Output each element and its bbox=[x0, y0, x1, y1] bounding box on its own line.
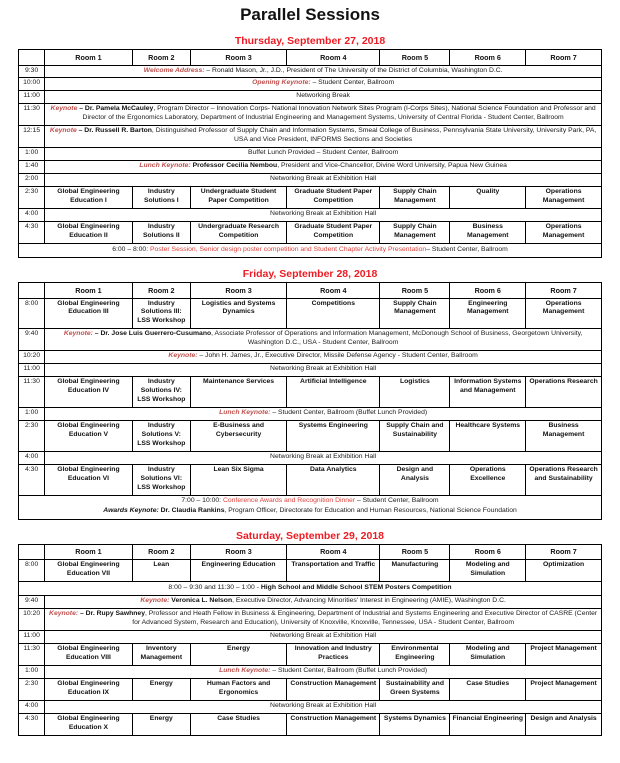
time-cell: 8:00 bbox=[19, 298, 45, 329]
schedule-row bbox=[19, 244, 602, 258]
session-cell: Global Engineering Education VI bbox=[45, 465, 132, 496]
schedule-row bbox=[19, 644, 602, 666]
room-header: Room 7 bbox=[526, 283, 602, 299]
time-cell: 10:00 bbox=[19, 78, 45, 91]
schedule-row bbox=[19, 421, 602, 452]
text-segment: Welcome Address: bbox=[143, 66, 207, 74]
text-segment: Veronica L. Nelson bbox=[171, 597, 233, 605]
session-cell: Supply Chain Management bbox=[380, 187, 450, 209]
schedule-row bbox=[19, 364, 602, 377]
text-segment: , Distinguished Professor of Supply Chain and Information Systems, Smeal College of Business, Pennsylvania State University, University Park, PA, USA and Vice President, INFORMS Sections and Societies bbox=[151, 127, 597, 144]
session-cell: Supply Chain Management bbox=[380, 222, 450, 244]
event-cell bbox=[45, 104, 602, 126]
text-segment: Lunch Keynote: bbox=[219, 667, 273, 675]
text-segment: Networking Break at Exhibition Hall bbox=[270, 210, 377, 218]
session-cell: Artificial Intelligence bbox=[287, 377, 380, 408]
session-cell: Industry Solutions V: LSS Workshop bbox=[132, 421, 190, 452]
event-cell bbox=[45, 161, 602, 174]
text-segment: , Program Officer, Directorate for Education and Human Resources, National Science Foundation bbox=[224, 507, 517, 515]
room-header: Room 5 bbox=[380, 544, 450, 560]
table-body bbox=[19, 560, 602, 736]
time-cell: 8:00 bbox=[19, 560, 45, 582]
room-header: Room 2 bbox=[132, 50, 190, 66]
footer-event-cell bbox=[19, 244, 602, 258]
session-cell: Project Management bbox=[526, 644, 602, 666]
session-cell: Innovation and Industry Practices bbox=[287, 644, 380, 666]
time-cell: 11:30 bbox=[19, 644, 45, 666]
schedule-row bbox=[19, 495, 602, 519]
session-cell: Industry Solutions III: LSS Workshop bbox=[132, 298, 190, 329]
session-cell: Global Engineering Education I bbox=[45, 187, 132, 209]
schedule-row bbox=[19, 91, 602, 104]
session-cell: Global Engineering Education IV bbox=[45, 377, 132, 408]
text-segment: Keynote: bbox=[168, 352, 200, 360]
time-cell: 9:40 bbox=[19, 596, 45, 609]
text-segment: Awards Keynote: bbox=[103, 507, 161, 515]
schedule-row bbox=[19, 666, 602, 679]
schedule-row bbox=[19, 65, 602, 78]
event-cell bbox=[45, 126, 602, 148]
session-cell: Information Systems and Management bbox=[450, 377, 526, 408]
time-column-corner bbox=[19, 283, 45, 299]
room-header: Room 2 bbox=[132, 283, 190, 299]
event-cell bbox=[45, 351, 602, 364]
session-cell: Global Engineering Education IX bbox=[45, 679, 132, 701]
time-column-corner bbox=[19, 544, 45, 560]
time-cell: 10:20 bbox=[19, 609, 45, 631]
event-cell bbox=[45, 666, 602, 679]
event-line bbox=[21, 507, 599, 517]
session-cell: Operations Excellence bbox=[450, 465, 526, 496]
time-cell: 11:00 bbox=[19, 364, 45, 377]
session-cell: Industry Solutions I bbox=[132, 187, 190, 209]
text-segment: Keynote bbox=[50, 105, 80, 113]
room-header: Room 1 bbox=[45, 283, 132, 299]
session-cell: Quality bbox=[450, 187, 526, 209]
session-cell: Undergraduate Student Paper Competition bbox=[190, 187, 286, 209]
session-cell: Modeling and Simulation bbox=[450, 644, 526, 666]
time-cell: 4:00 bbox=[19, 701, 45, 714]
footer-event-cell bbox=[19, 495, 602, 519]
text-segment: – Student Center, Ballroom (Buffet Lunch Provided) bbox=[272, 409, 428, 417]
event-cell bbox=[45, 148, 602, 161]
time-cell: 4:00 bbox=[19, 209, 45, 222]
session-cell: Project Management bbox=[526, 679, 602, 701]
time-cell: 11:00 bbox=[19, 91, 45, 104]
event-cell bbox=[45, 596, 602, 609]
event-cell bbox=[45, 631, 602, 644]
session-cell: Logistics bbox=[380, 377, 450, 408]
room-header: Room 5 bbox=[380, 50, 450, 66]
session-cell: Business Management bbox=[450, 222, 526, 244]
session-cell: Energy bbox=[132, 713, 190, 735]
schedule-row bbox=[19, 452, 602, 465]
session-cell: Global Engineering Education X bbox=[45, 713, 132, 735]
schedule-row bbox=[19, 222, 602, 244]
text-segment: , President and Vice-Chancellor, Divine Word University, Papua New Guinea bbox=[277, 162, 507, 170]
event-cell bbox=[45, 78, 602, 91]
session-cell: Operations Management bbox=[526, 298, 602, 329]
session-cell: Manufacturing bbox=[380, 560, 450, 582]
schedule-row bbox=[19, 713, 602, 735]
time-cell: 1:40 bbox=[19, 161, 45, 174]
time-cell: 12:15 bbox=[19, 126, 45, 148]
session-cell: Sustainability and Green Systems bbox=[380, 679, 450, 701]
session-cell: Global Engineering Education III bbox=[45, 298, 132, 329]
room-header: Room 4 bbox=[287, 544, 380, 560]
room-header: Room 1 bbox=[45, 544, 132, 560]
room-header: Room 3 bbox=[190, 50, 286, 66]
session-cell: Case Studies bbox=[190, 713, 286, 735]
text-segment: High School and Middle School STEM Posters Competition bbox=[260, 583, 452, 591]
saturday-schedule-table bbox=[18, 544, 602, 736]
day-heading-friday: Friday, September 28, 2018 bbox=[242, 268, 378, 280]
session-cell: Modeling and Simulation bbox=[450, 560, 526, 582]
session-cell: Competitions bbox=[287, 298, 380, 329]
session-cell: Data Analytics bbox=[287, 465, 380, 496]
time-cell: 11:30 bbox=[19, 377, 45, 408]
room-header: Room 4 bbox=[287, 50, 380, 66]
event-line bbox=[21, 497, 599, 507]
room-header: Room 6 bbox=[450, 544, 526, 560]
schedule-row bbox=[19, 187, 602, 209]
session-cell: Design and Analysis bbox=[380, 465, 450, 496]
session-cell: Optimization bbox=[526, 560, 602, 582]
session-cell: Engineering Management bbox=[450, 298, 526, 329]
room-header: Room 7 bbox=[526, 50, 602, 66]
session-cell: Engineering Education bbox=[190, 560, 286, 582]
table-head bbox=[19, 50, 602, 66]
room-header: Room 3 bbox=[190, 544, 286, 560]
text-segment: – Ronald Mason, Jr., J.D., President of The University of the District of Columbia, Washington D.C. bbox=[206, 66, 503, 74]
schedule-row bbox=[19, 631, 602, 644]
session-cell: Systems Dynamics bbox=[380, 713, 450, 735]
session-cell: Healthcare Systems bbox=[450, 421, 526, 452]
table-body bbox=[19, 65, 602, 258]
schedule-row bbox=[19, 465, 602, 496]
room-header: Room 7 bbox=[526, 544, 602, 560]
time-cell: 2:30 bbox=[19, 679, 45, 701]
event-cell bbox=[45, 408, 602, 421]
session-cell: Undergraduate Research Competition bbox=[190, 222, 286, 244]
time-cell: 11:00 bbox=[19, 631, 45, 644]
header-row bbox=[19, 50, 602, 66]
event-cell bbox=[45, 174, 602, 187]
header-row bbox=[19, 283, 602, 299]
session-cell: Global Engineering Education VII bbox=[45, 560, 132, 582]
header-row bbox=[19, 544, 602, 560]
session-cell: Global Engineering Education II bbox=[45, 222, 132, 244]
session-cell: Business Management bbox=[526, 421, 602, 452]
session-cell: Inventory Management bbox=[132, 644, 190, 666]
session-cell: Industry Solutions II bbox=[132, 222, 190, 244]
text-segment: Keynote: bbox=[49, 610, 80, 618]
schedule-row bbox=[19, 298, 602, 329]
session-cell: Graduate Student Paper Competition bbox=[287, 187, 380, 209]
session-cell: Systems Engineering bbox=[287, 421, 380, 452]
text-segment: Networking Break at Exhibition Hall bbox=[270, 632, 377, 640]
text-segment: 7:00 – 10:00: bbox=[181, 497, 223, 505]
session-cell: Operations Research bbox=[526, 377, 602, 408]
text-segment: Keynote: bbox=[63, 330, 95, 338]
text-segment: Lunch Keynote: bbox=[219, 409, 273, 417]
session-cell: Graduate Student Paper Competition bbox=[287, 222, 380, 244]
session-cell: Environmental Engineering bbox=[380, 644, 450, 666]
session-cell: Energy bbox=[190, 644, 286, 666]
event-cell bbox=[45, 91, 602, 104]
time-cell: 1:00 bbox=[19, 148, 45, 161]
event-cell bbox=[45, 452, 602, 465]
text-segment: – Dr. Rupy Sawhney bbox=[80, 610, 145, 618]
session-cell: Lean Six Sigma bbox=[190, 465, 286, 496]
text-segment: Networking Break at Exhibition Hall bbox=[270, 453, 377, 461]
session-cell: Transportation and Traffic bbox=[287, 560, 380, 582]
text-segment: 6:00 – 8:00: bbox=[112, 245, 150, 253]
time-column-corner bbox=[19, 50, 45, 66]
text-segment: – Dr. Russell R. Barton bbox=[78, 127, 152, 135]
schedule-row bbox=[19, 596, 602, 609]
event-cell bbox=[45, 329, 602, 351]
room-header: Room 1 bbox=[45, 50, 132, 66]
session-cell: E-Business and Cybersecurity bbox=[190, 421, 286, 452]
schedule-row bbox=[19, 209, 602, 222]
schedule-row bbox=[19, 126, 602, 148]
schedule-row bbox=[19, 78, 602, 91]
text-segment: , Associate Professor of Operations and Information Management, McDonough School of Business, Georgetown University, Washington D.C., USA - Student Center, Ballroom bbox=[211, 330, 583, 347]
time-cell: 11:30 bbox=[19, 104, 45, 126]
text-segment: Lunch Keynote: bbox=[139, 162, 193, 170]
text-segment: Networking Break bbox=[296, 92, 350, 100]
time-cell: 2:00 bbox=[19, 174, 45, 187]
event-line bbox=[21, 245, 599, 255]
time-cell: 4:30 bbox=[19, 713, 45, 735]
session-cell: Logistics and Systems Dynamics bbox=[190, 298, 286, 329]
text-segment: Keynote: bbox=[140, 597, 172, 605]
table-head bbox=[19, 283, 602, 299]
session-cell: Construction Management bbox=[287, 679, 380, 701]
time-cell: 9:40 bbox=[19, 329, 45, 351]
session-cell: Lean bbox=[132, 560, 190, 582]
friday-schedule-table bbox=[18, 282, 602, 520]
session-cell: Construction Management bbox=[287, 713, 380, 735]
footer-event-cell bbox=[19, 582, 602, 596]
schedule-row bbox=[19, 104, 602, 126]
thursday-schedule-table bbox=[18, 49, 602, 258]
time-cell: 1:00 bbox=[19, 408, 45, 421]
time-cell: 4:30 bbox=[19, 222, 45, 244]
schedule-row bbox=[19, 351, 602, 364]
room-header: Room 6 bbox=[450, 283, 526, 299]
schedule-row bbox=[19, 377, 602, 408]
text-segment: – Student Center, Ballroom bbox=[355, 497, 439, 505]
text-segment: Networking Break at Exhibition Hall bbox=[270, 702, 377, 709]
text-segment: Conference Awards and Recognition Dinner bbox=[222, 497, 356, 505]
text-segment: Dr. Claudia Rankins bbox=[160, 507, 225, 515]
event-cell bbox=[45, 364, 602, 377]
day-heading-saturday: Saturday, September 29, 2018 bbox=[235, 529, 385, 542]
room-header: Room 5 bbox=[380, 283, 450, 299]
time-cell: 10:20 bbox=[19, 351, 45, 364]
session-cell: Financial Engineering bbox=[450, 713, 526, 735]
text-segment: Opening Keynote: bbox=[252, 79, 313, 87]
schedule-row bbox=[19, 560, 602, 582]
table-body bbox=[19, 298, 602, 519]
time-cell: 2:30 bbox=[19, 421, 45, 452]
schedule-row bbox=[19, 329, 602, 351]
room-header: Room 3 bbox=[190, 283, 286, 299]
text-segment: – John H. James, Jr., Executive Director, Missile Defense Agency - Student Center, Ballroom bbox=[199, 352, 478, 360]
session-cell: Global Engineering Education V bbox=[45, 421, 132, 452]
event-cell bbox=[45, 701, 602, 714]
session-cell: Industry Solutions IV: LSS Workshop bbox=[132, 377, 190, 408]
schedule-row bbox=[19, 148, 602, 161]
schedule-row bbox=[19, 679, 602, 701]
text-segment: Professor Cecilia Nembou bbox=[192, 162, 278, 170]
schedule-row bbox=[19, 174, 602, 187]
schedule-row bbox=[19, 609, 602, 631]
time-cell: 9:30 bbox=[19, 65, 45, 78]
session-cell: Human Factors and Ergonomics bbox=[190, 679, 286, 701]
text-segment: – Dr. Pamela McCauley bbox=[79, 105, 154, 113]
event-cell bbox=[45, 65, 602, 78]
schedule-row bbox=[19, 408, 602, 421]
text-segment: Poster Session, Senior design poster competition and Student Chapter Activity Presentation bbox=[150, 245, 427, 253]
room-header: Room 6 bbox=[450, 50, 526, 66]
time-cell: 4:30 bbox=[19, 465, 45, 496]
session-cell: Operations Management bbox=[526, 222, 602, 244]
time-cell: 2:30 bbox=[19, 187, 45, 209]
text-segment: Networking Break at Exhibition Hall bbox=[270, 175, 377, 183]
text-segment: , Professor and Heath Fellow in Business & Engineering, Department of Industrial and Systems Engineering and Executive Director of CASRE (Center for Advanced System, Research and Education), University of Knoxville, Knoxville, Tennessee, USA - Student Center, Ballroom bbox=[132, 610, 598, 627]
text-segment: Keynote bbox=[49, 127, 79, 135]
session-cell: Design and Analysis bbox=[526, 713, 602, 735]
schedule-row bbox=[19, 582, 602, 596]
session-cell: Industry Solutions VI: LSS Workshop bbox=[132, 465, 190, 496]
time-cell: 4:00 bbox=[19, 452, 45, 465]
page-title: Parallel Sessions bbox=[240, 5, 380, 24]
schedule-row bbox=[19, 161, 602, 174]
event-cell bbox=[45, 209, 602, 222]
text-segment: – Student Center, Ballroom bbox=[312, 79, 395, 87]
session-cell: Energy bbox=[132, 679, 190, 701]
event-cell bbox=[45, 609, 602, 631]
session-cell: Supply Chain and Sustainability bbox=[380, 421, 450, 452]
session-cell: Maintenance Services bbox=[190, 377, 286, 408]
text-segment: , Program Director – Innovation Corps- National Innovation Network Sites Program (I-Corps Sites), National Science Foundation and Professor and Director of the Ergonomics Laboratory, Department of Industrial Engineering and Management Systems, University of Central Florida - Student Center, Ballroom bbox=[82, 105, 596, 122]
text-segment: – Dr. Jose Luis Guerrero-Cusumano bbox=[94, 330, 212, 338]
room-header: Room 2 bbox=[132, 544, 190, 560]
schedule-row bbox=[19, 701, 602, 714]
session-cell: Global Engineering Education VIII bbox=[45, 644, 132, 666]
text-segment: – Student Center, Ballroom bbox=[426, 245, 508, 253]
table-head bbox=[19, 544, 602, 560]
session-cell: Operations Management bbox=[526, 187, 602, 209]
session-cell: Operations Research and Sustainability bbox=[526, 465, 602, 496]
text-segment: , Executive Director, Advancing Minorities' Interest in Engineering (AMIE), Washington D.C. bbox=[232, 597, 506, 605]
session-cell: Case Studies bbox=[450, 679, 526, 701]
event-line bbox=[21, 583, 599, 593]
time-cell: 1:00 bbox=[19, 666, 45, 679]
text-segment: Networking Break at Exhibition Hall bbox=[270, 365, 377, 373]
room-header: Room 4 bbox=[287, 283, 380, 299]
day-heading-thursday: Thursday, September 27, 2018 bbox=[234, 35, 386, 47]
text-segment: – Student Center, Ballroom (Buffet Lunch Provided) bbox=[272, 667, 428, 675]
text-segment: 8:00 – 9:30 and 11:30 – 1:00 - bbox=[168, 583, 261, 591]
text-segment: Buffet Lunch Provided – Student Center, Ballroom bbox=[247, 149, 399, 157]
session-cell: Supply Chain Management bbox=[380, 298, 450, 329]
